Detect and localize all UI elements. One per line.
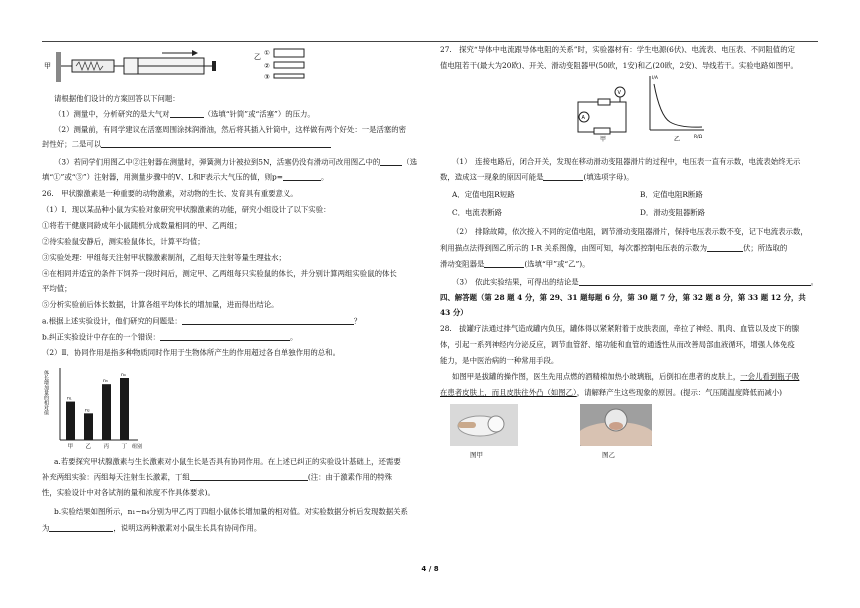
fig-label-jia: 甲 [44, 62, 51, 70]
option-c[interactable]: C．电流表断路 [452, 208, 502, 217]
section-4-title-cont: 43 分） [440, 308, 468, 317]
section-4-title: 四、解答题（第 28 题 4 分，第 29、31 题每题 6 分，第 30 题 7 分，第 32 题 8 分，第 33 题 12 分，共 [440, 293, 806, 302]
header-rule [42, 41, 818, 42]
bar [120, 378, 129, 440]
q27-1a: （1） 连接电路后，闭合开关，发现在移动滑动变阻器滑片的过程中，电压表一直有示数，电流表始终无示 [452, 157, 801, 166]
caption-yi: 图乙 [602, 451, 615, 459]
bar-data-label: n₃ [103, 379, 108, 385]
bar-data-label: n₄ [121, 373, 126, 378]
qa2-blank[interactable] [190, 473, 308, 481]
bar [102, 384, 111, 440]
q26-part2: （2）Ⅱ．协同作用是指多种物质同时作用于生物体所产生的作用超过各自单独作用的总和。 [42, 348, 340, 357]
bar-data-label: n₂ [85, 408, 90, 414]
bar-category-label: 丙 [103, 444, 110, 450]
syringe-figure [42, 46, 312, 86]
q2-line1: （2）测量前，有同学建议在活塞周围涂抹润滑油，然后将其插入针筒中，这样做有两个好处：一是活塞的密 [54, 125, 407, 134]
graph-axis-i: I/A [652, 76, 658, 81]
q3-blank-a[interactable] [380, 158, 402, 166]
chart-xlabel: 组别 [132, 444, 143, 450]
q27-2-blank-a[interactable] [707, 244, 743, 252]
option-a[interactable]: A．定值电阻R短路 [452, 190, 515, 199]
q-intro: 请根据他们设计的方案回答以下问题： [54, 94, 180, 103]
chart-ylabel: 体长增加量的相对值 [43, 370, 49, 415]
bar [66, 402, 75, 440]
syringe-3-label: ③ [264, 73, 270, 81]
bar-chart [42, 362, 152, 450]
q28-line4: 如图甲是拔罐的操作图，医生先用点燃的酒精棉加热小玻璃瓶，后倒扣在患者的皮肤上，一会儿看到瓶子吸 [452, 372, 800, 381]
q3-line2: 填“①”或“③”）注射器，用测量步骤中的V、L和F表示大气压的值，则p= 。 [42, 172, 329, 182]
question-a: a.根据上述实验设计，他们研究的问题是： ？ [42, 316, 362, 326]
q27-2b: 利用描点法得到图乙所示的 I-R 关系图像，由图可知，每次都控制电压表的示数为 伏；所选取的 [440, 243, 788, 253]
q26-part1: （1）Ⅰ．现以某品种小鼠为实验对象研究甲状腺激素的功能，研究小组设计了以下实验： [42, 205, 331, 214]
q26-title: 26. 甲状腺激素是一种重要的动物激素，对动物的生长、发育具有重要意义。 [42, 189, 298, 198]
syringe-2-label: ② [264, 62, 270, 70]
q1: （1）测量中，分析研究的是大气对 （选填“针筒”或“活塞”）的压力。 [54, 109, 315, 119]
circuit-figure [570, 72, 710, 142]
q28-line1: 28. 拔罐疗法通过排气造成罐内负压，罐体得以紧紧附着于皮肤表面，牵拉了神经、肌肉、血管以及皮下的腺 [440, 324, 800, 333]
q28-line3: 能力，是中医治病的一种常用手段。 [440, 356, 559, 365]
qb2-blank[interactable] [49, 524, 113, 532]
option-b[interactable]: B．定值电阻R断路 [640, 190, 703, 199]
q27-line1: 27. 探究“导体中电流跟导体电阻的关系”时，实验器材有：学生电源(6伏)、电流表、电压表、不同阻值的定 [440, 45, 795, 54]
svg-text:V: V [617, 90, 621, 96]
q27-line2: 值电阻若干(最大为20欧)、开关、滑动变阻器甲(50欧，1安)和乙(20欧，2安)、导线若干。实验电路如图甲。 [440, 61, 798, 70]
fig-label-yi: 乙 [254, 53, 261, 61]
photo-yi [580, 404, 652, 446]
q28-line2: 体，引起一系列神经内分泌反应，调节血管舒、缩功能和血管的通透性从而改善局部血液循环，增强人体免疫 [440, 340, 795, 349]
q26-a2-line1: a.若要探究甲状腺激素与生长激素对小鼠生长是否具有协同作用。在上述已纠正的实验设计基础上，还需要 [54, 457, 401, 466]
bar [84, 413, 93, 440]
step-5: ⑤分析实验前后体长数据，计算各组平均体长的增加量，进而得出结论。 [42, 300, 279, 309]
q2-line2: 封性好；二是可以 [42, 140, 331, 148]
q27-2c: 滑动变阻器是 (选填“甲”或“乙”)。 [440, 259, 590, 269]
q27-3-blank[interactable] [579, 278, 811, 286]
q26-a2-line2: 补充两组实验：丙组每天注射生长激素，丁组 (注：由于激素作用的特殊 [42, 472, 393, 482]
graph-axis-r: R/Ω [694, 135, 703, 140]
syringe-2 [274, 62, 304, 68]
page-number: 4 / 8 [421, 565, 439, 573]
syringe-1 [274, 49, 304, 57]
resistor-r [598, 99, 610, 105]
ir-curve [654, 84, 702, 127]
bar-category-label: 丁 [121, 444, 128, 450]
q27-1b: 数，造成这一现象的原因可能是 (填选项字母)。 [440, 172, 634, 182]
step-1: ①将若干健康同龄成年小鼠随机分成数量相同的甲、乙两组； [42, 221, 242, 230]
q26-b2-line1: b.实验结果如图所示，n₁~n₄分别为甲乙丙丁四组小鼠体长增加量的相对值。对实验数据分析后发现数据关系 [54, 507, 408, 516]
step-4a: ④在相同并适宜的条件下饲养一段时间后，测定甲、乙两组每只实验鼠的体长，并分别计算两组实验鼠的体长 [42, 269, 397, 278]
bar-category-label: 甲 [67, 444, 74, 450]
step-3: ③实验处理：甲组每天注射甲状腺激素制剂，乙组每天注射等量生理盐水； [42, 253, 286, 262]
question-b: b.纠正实验设计中存在的一个错误： 。 [42, 332, 298, 342]
q27-2-blank-b[interactable] [484, 260, 524, 268]
svg-text:A: A [581, 115, 585, 121]
q27-2a: （2） 排除故障，依次接入不同的定值电阻，调节滑动变阻器滑片，保持电压表示数不变，记下电流表示数， [452, 227, 808, 236]
q27-3: （3） 依此实验结果，可得出的结论是 。 [452, 277, 819, 287]
qa-blank[interactable] [182, 317, 354, 325]
bar-category-label: 乙 [85, 444, 92, 450]
q1-blank[interactable] [170, 110, 204, 118]
qb-blank[interactable] [160, 333, 290, 341]
q28-line5: 在患者皮肤上，而且皮肤往外凸（如图乙），请解释产生这些现象的原因。(提示：气压随温度降低而减小) [440, 388, 783, 397]
photo-jia [450, 404, 518, 446]
syringe-3 [274, 74, 304, 78]
q27-1-blank[interactable] [543, 173, 583, 181]
bar-data-label: n₁ [67, 396, 72, 402]
q2-blank[interactable] [101, 140, 331, 148]
q3-blank-b[interactable] [283, 173, 321, 181]
rheostat [594, 128, 610, 134]
step-4b: 平均值； [42, 284, 72, 293]
syringe-1-label: ① [264, 49, 270, 57]
option-d[interactable]: D．滑动变阻器断路 [640, 208, 706, 217]
spring-scale [72, 60, 114, 72]
wall [56, 52, 61, 82]
q26-a2-line3: 性，实验设计中对各试剂的量和浓度不作具体要求)。 [42, 488, 215, 497]
step-2: ②待实验鼠安静后，测实验鼠体长，计算平均值； [42, 237, 205, 246]
graph-label-yi: 乙 [674, 136, 681, 142]
caption-jia: 图甲 [470, 451, 483, 459]
circuit-label-jia: 甲 [600, 136, 607, 142]
q26-b2-line2: 为 ，说明这两种激素对小鼠生长具有协同作用。 [42, 523, 262, 533]
q3-line1: （3）若同学们用图乙中②注射器在测量时，弹簧测力计被拉到5N，活塞仍没有滑动可改用图乙中的 （选 [54, 157, 418, 167]
